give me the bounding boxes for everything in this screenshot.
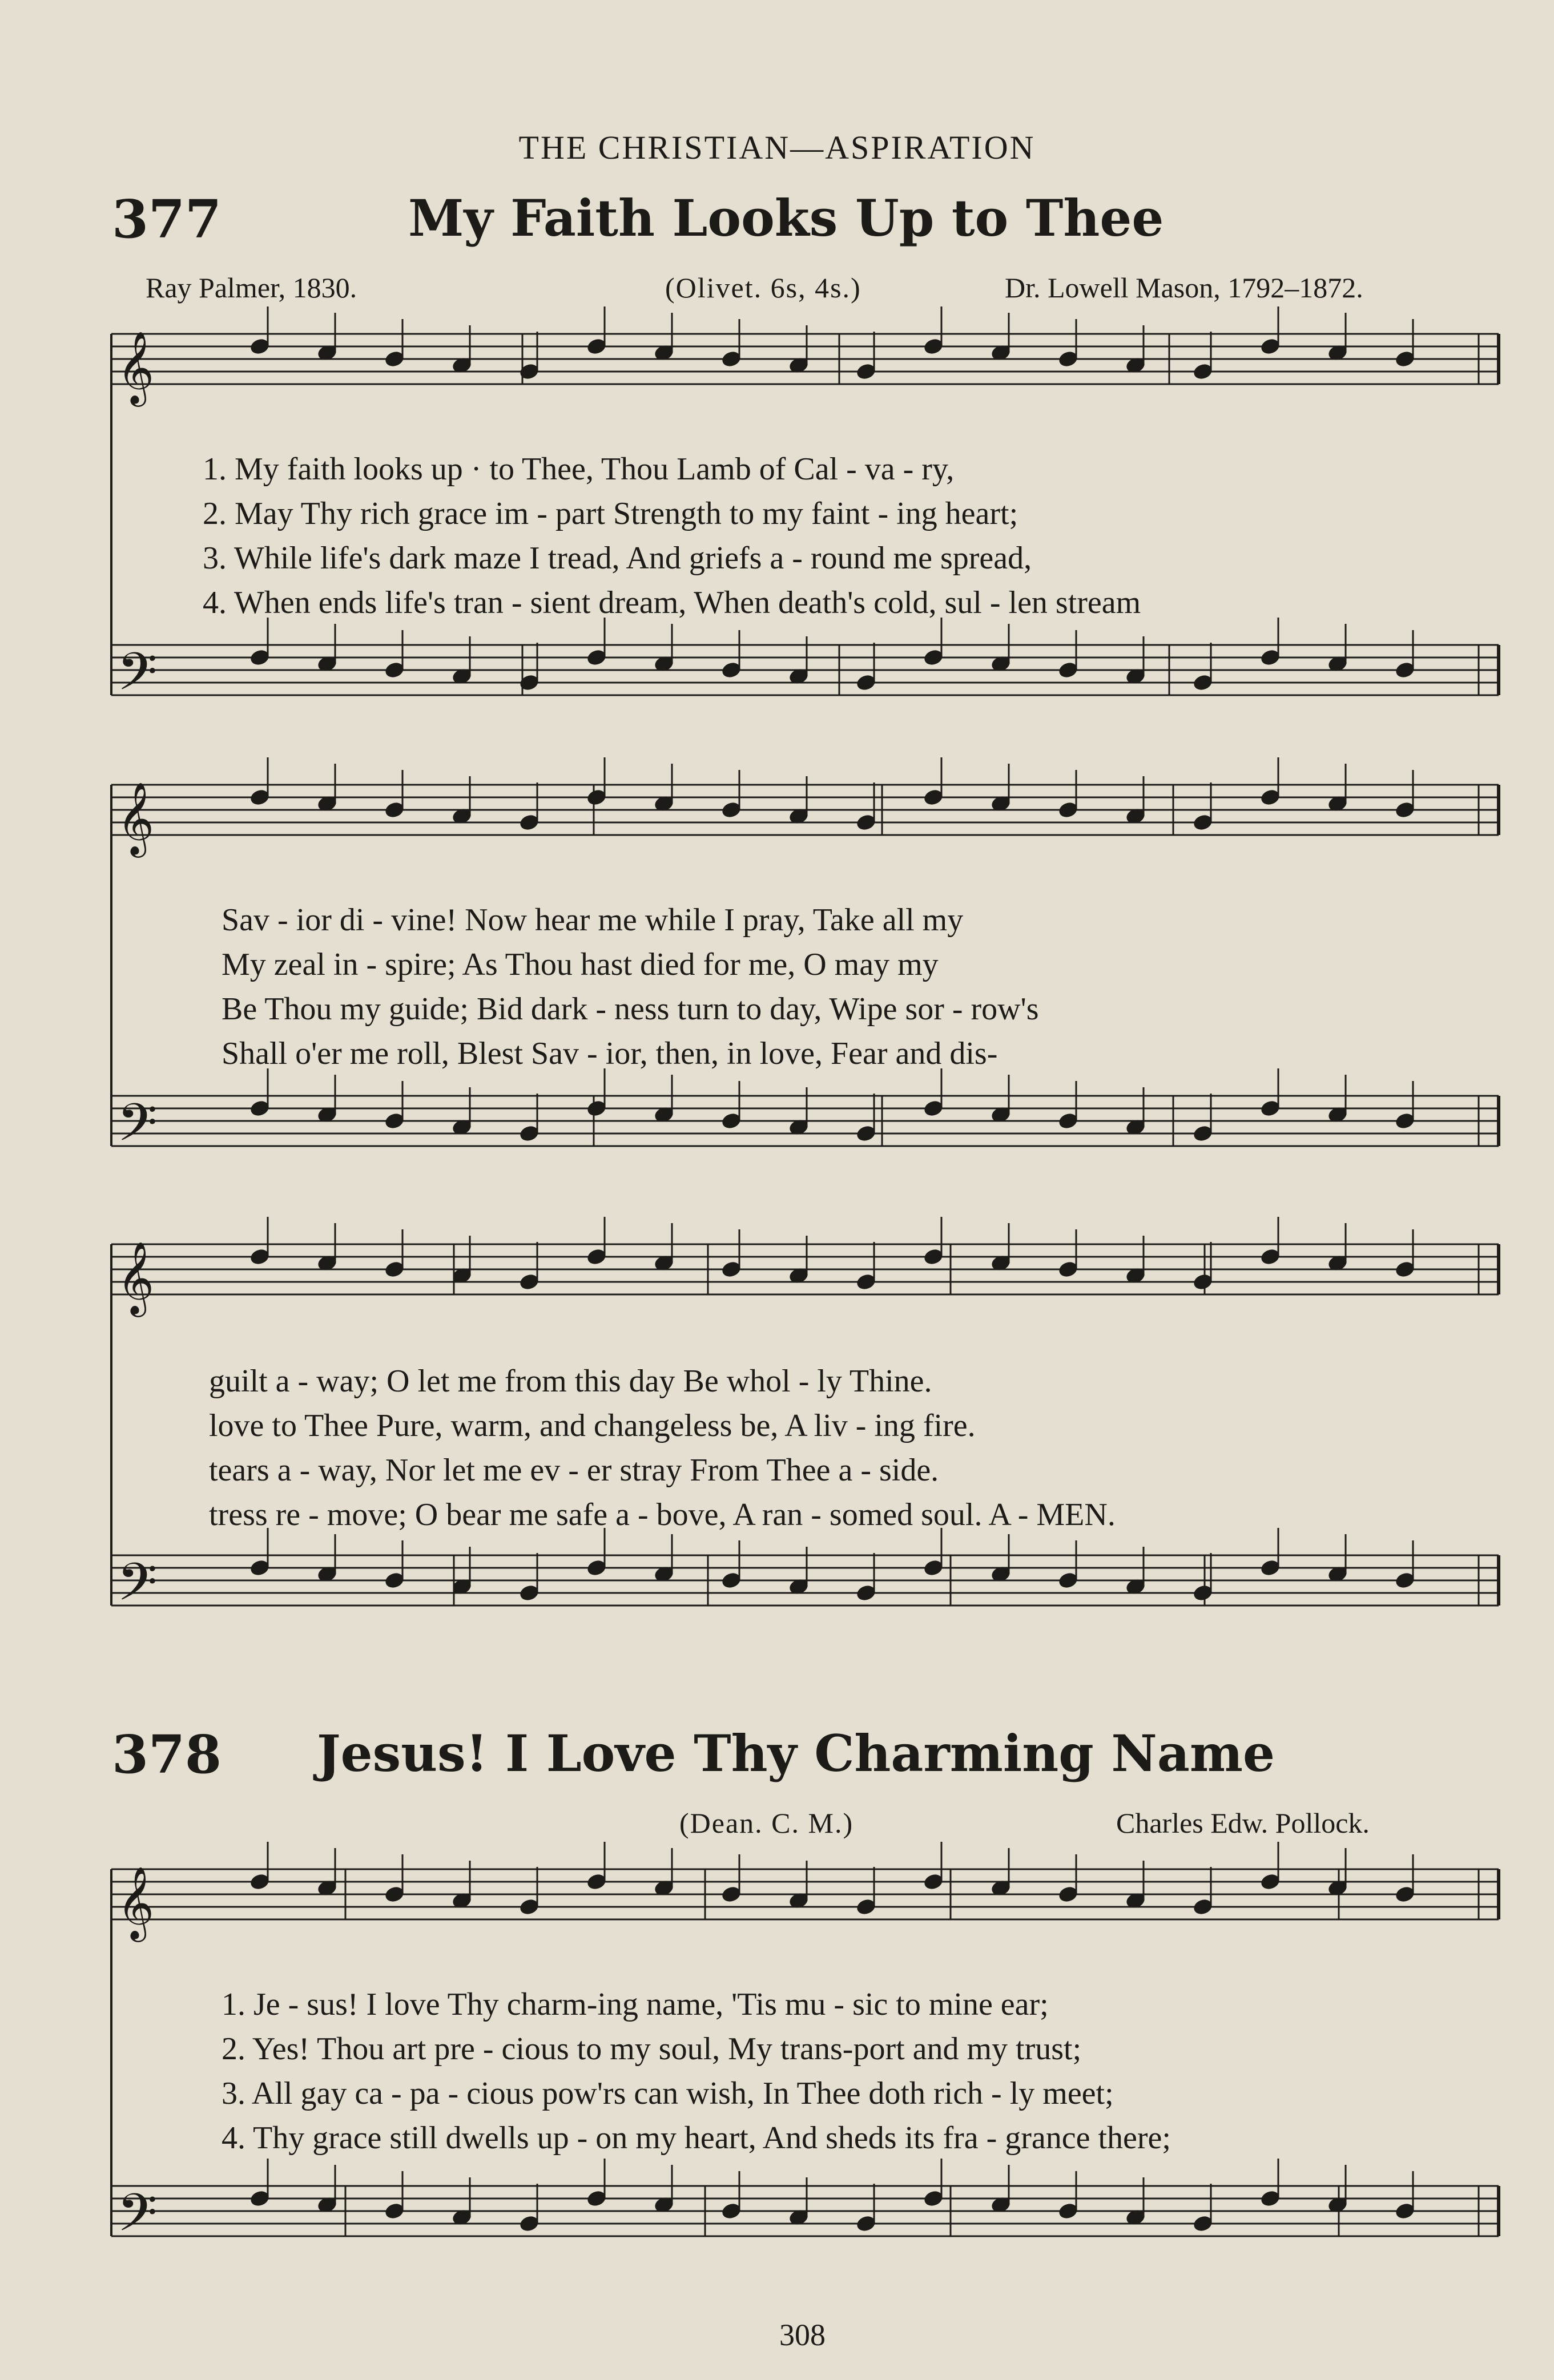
hymn-377-composer: Dr. Lowell Mason, 1792–1872.: [1005, 272, 1363, 304]
hymn-377-s2-verse-2: My zeal in - spire; As Thou hast died for me, O may my: [222, 947, 939, 982]
svg-text:𝄞: 𝄞: [117, 781, 155, 854]
hymn-377-s2-verse-3: Be Thou my guide; Bid dark - ness turn to day, Wipe sor - row's: [222, 991, 1039, 1027]
hymn-378-tune: (Dean. C. M.): [679, 1807, 854, 1839]
hymn-377-number: 377: [112, 188, 222, 250]
hymn-377-title: My Faith Looks Up to Thee: [408, 188, 1164, 248]
hymn-378-composer: Charles Edw. Pollock.: [1116, 1807, 1370, 1839]
svg-text:𝄞: 𝄞: [117, 1241, 155, 1314]
svg-text:𝄢: 𝄢: [117, 1092, 158, 1165]
svg-text:𝄞: 𝄞: [117, 330, 155, 404]
hymn-377-author: Ray Palmer, 1830.: [146, 272, 357, 304]
hymn-378-verse-4: 4. Thy grace still dwells up - on my heart, And sheds its fra - grance there;: [222, 2120, 1171, 2156]
svg-text:𝄞: 𝄞: [117, 1866, 155, 1939]
hymn-377-s1-verse-3: 3. While life's dark maze I tread, And griefs a - round me spread,: [203, 540, 1032, 576]
hymn-377-s1-verse-4: 4. When ends life's tran - sient dream, When death's cold, sul - len stream: [203, 585, 1141, 620]
hymn-377-s2-verse-1: Sav - ior di - vine! Now hear me while I pray, Take all my: [222, 902, 964, 938]
page-number: 308: [779, 2318, 826, 2352]
hymn-377-s3-verse-4: tress re - move; O bear me safe a - bove, A ran - somed soul. A - MEN.: [209, 1497, 1116, 1532]
hymn-378-verse-3: 3. All gay ca - pa - cious pow'rs can wish, In Thee doth rich - ly meet;: [222, 2076, 1114, 2111]
svg-text:𝄢: 𝄢: [117, 1552, 158, 1625]
hymn-377-s2-verse-4: Shall o'er me roll, Blest Sav - ior, then, in love, Fear and dis-: [222, 1036, 998, 1071]
hymn-377-s1-verse-2: 2. May Thy rich grace im - part Strength to my faint - ing heart;: [203, 496, 1018, 531]
svg-text:𝄢: 𝄢: [117, 2183, 158, 2256]
hymn-377-s3-verse-2: love to Thee Pure, warm, and changeless be, A liv - ing fire.: [209, 1408, 976, 1443]
hymn-377-s3-verse-1: guilt a - way; O let me from this day Be whol - ly Thine.: [209, 1364, 932, 1399]
section-header: THE CHRISTIAN—ASPIRATION: [518, 129, 1036, 166]
svg-text:𝄢: 𝄢: [117, 642, 158, 715]
hymn-377-tune: (Olivet. 6s, 4s.): [665, 272, 861, 304]
hymn-378-title: Jesus! I Love Thy Charming Name: [317, 1724, 1275, 1783]
hymn-377-s1-verse-1: 1. My faith looks up · to Thee, Thou Lamb of Cal - va - ry,: [203, 451, 955, 487]
hymn-378-verse-2: 2. Yes! Thou art pre - cious to my soul, My trans-port and my trust;: [222, 2031, 1082, 2067]
hymn-378-number: 378: [112, 1724, 222, 1785]
hymn-378-verse-1: 1. Je - sus! I love Thy charm-ing name, 'Tis mu - sic to mine ear;: [222, 1987, 1049, 2022]
hymn-377-s3-verse-3: tears a - way, Nor let me ev - er stray From Thee a - side.: [209, 1453, 939, 1488]
